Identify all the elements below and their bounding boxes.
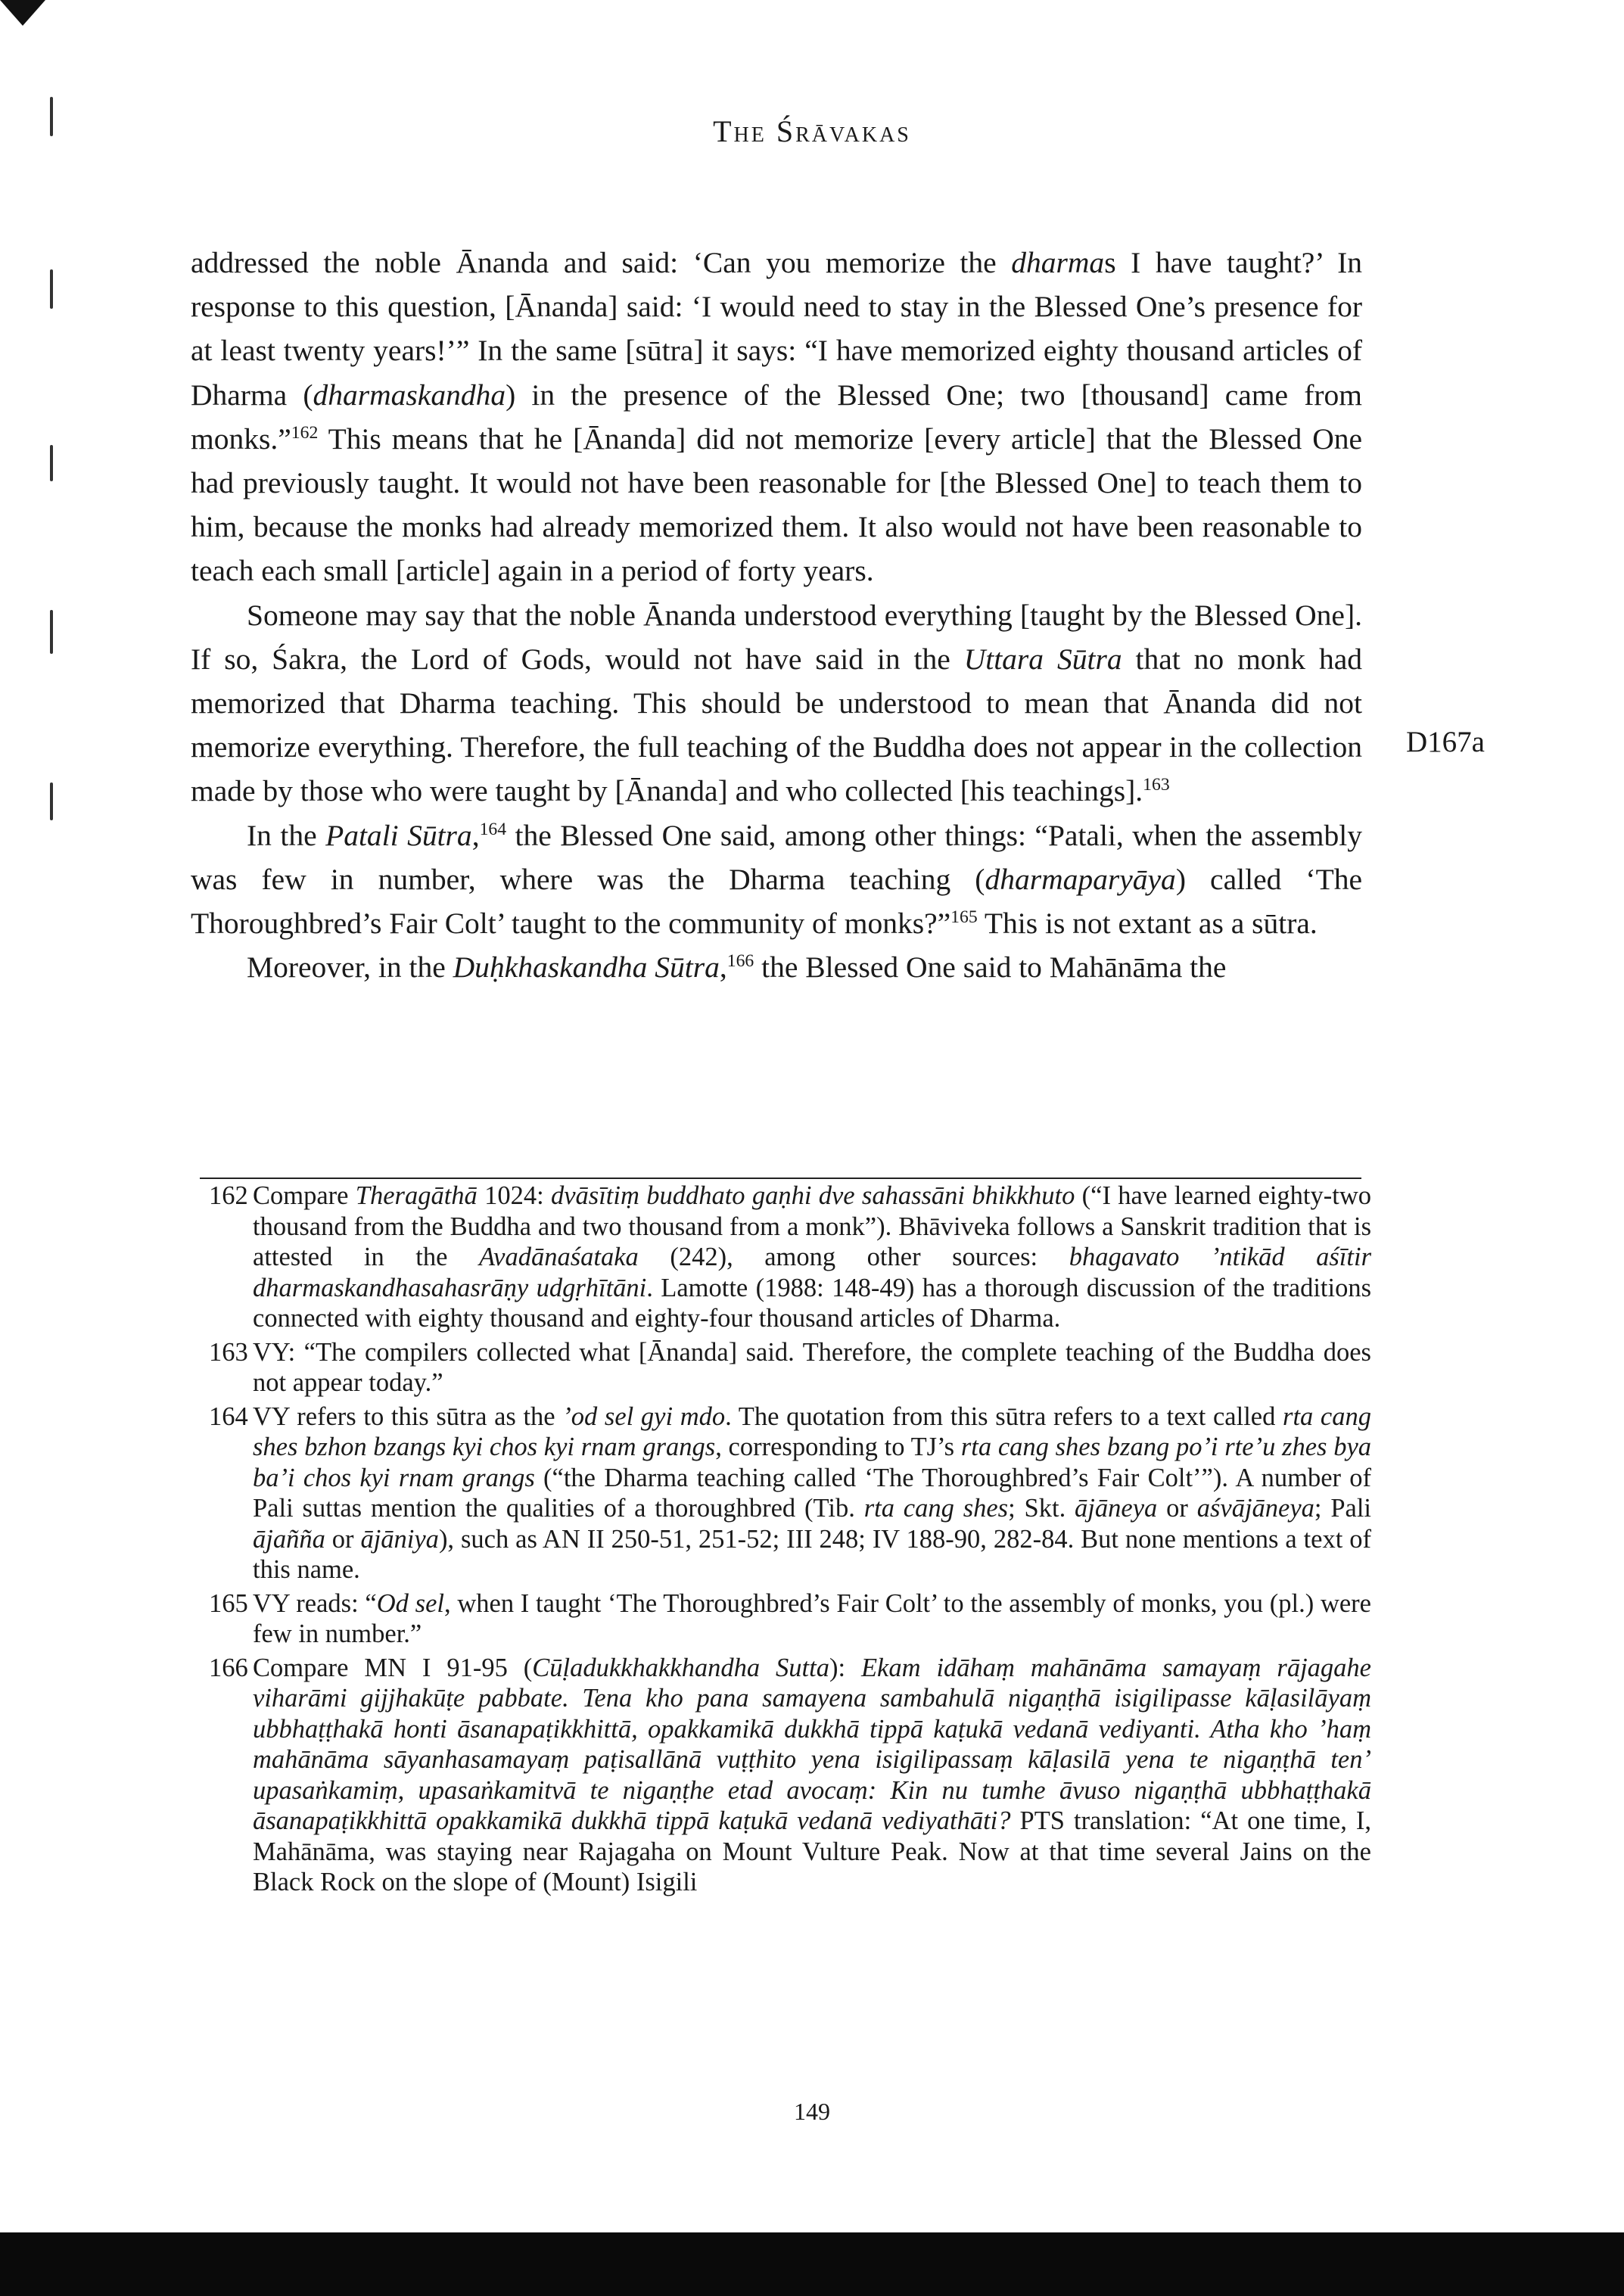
binding-edge-mark — [50, 782, 53, 820]
body-paragraph: addressed the noble Ānanda and said: ‘Can you memorize the dharmas I have taught?’ In response to this question, [Ānanda] said: ‘I would need to stay in the Blessed One’s presence for at least twenty years!’” In the same [sūtra] it says: “I have memorized eighty thousand articles of Dharma (dharmaskandha) in the presence of the Blessed One; two [thousand] came from monks.”$^{162}$ This means that he [Ānanda] did not memorize [every article] that the Blessed One had previously taught. It would not have been reasonable for [the Blessed One] to teach them to him, because the monks had already memorized them. It also would not have been reasonable to teach each small [article] again in a period of forty years. — [191, 246, 1362, 588]
footnote — [209, 1588, 1371, 1650]
body-paragraph: Moreover, in the Duḥkhaskandha Sūtra,$^{166}$ the Blessed One said to Mahānāma the — [247, 950, 1227, 985]
footnote-text: VY refers to this sūtra as the ’od sel gyi mdo. The quotation from this sūtra refers to a text called rta cang shes bzhon bzangs kyi chos kyi rnam grangs, corresponding to TJ’s rta cang shes bzang po’i rte’u zhes bya ba’i chos kyi rnam grangs (“the Dharma teaching called ‘The Thoroughbred’s Fair Colt’”). A number of Pali suttas mention the qualities of a thoroughbred (Tib. rta cang shes; Skt. ājāneya or aśvājāneya; Pali ājañña or ājāniya), such as AN II 250-51, 251-52; III 248; IV 188-90, 282-84. But none mentions a text of this name. — [253, 1402, 1372, 1584]
running-head: The Śrāvakas — [713, 114, 911, 148]
footnote-rule — [200, 1178, 1361, 1179]
scan-bottom-border — [0, 2232, 1624, 2296]
footnote — [209, 1337, 1371, 1398]
margin-folio-reference: D167a — [1406, 726, 1485, 758]
binding-edge-mark — [50, 269, 53, 309]
page-number: 149 — [794, 2098, 830, 2125]
footnote-number: 164 — [209, 1402, 248, 1431]
body-paragraph: In the Patali Sūtra,$^{164}$ the Blessed One said, among other things: “Patali, when the assembly was few in number, where was the Dharma teaching (dharmaparyāya) called ‘The Thoroughbred’s Fair Colt’ taught to the community of monks?”$^{165}$ This is not extant as a sūtra. — [191, 818, 1363, 941]
footnote-number: 163 — [209, 1337, 248, 1367]
footnote-text: Compare Theragāthā 1024: dvāsītiṃ buddhato gaṇhi dve sahassāni bhikkhuto (“I have learned eighty-two thousand from the Buddha and two thousand from a monk”). Bhāviveka follows a Sanskrit tradition that is attested in the Avadānaśataka (242), among other sources: bhagavato ’ntikād aśītir dharmaskandhasahasrāṇy udgṛhītāni. Lamotte (1988: 148-49) has a thorough discussion of the traditions connected with eighty thousand and eighty-four thousand articles of Dharma. — [253, 1181, 1371, 1333]
footnote-text: Compare MN I 91-95 (Cūḷadukkhakkhandha Sutta): Ekam idāhaṃ mahānāma samayaṃ rājagahe viharāmi gijjhakūṭe pabbate. Tena kho pana samayena sambahulā nigaṇṭhā isigilipasse kāḷasilāyaṃ ubbhaṭṭhakā honti āsanapaṭikkhittā, opakkamikā dukkhā tippā kaṭukā vedanā vediyanti. Atha kho ’haṃ mahānāma sāyanhasamayaṃ paṭisallānā vuṭṭhito yena isigilipassaṃ kāḷasilā yena te nigaṇṭhā ten’ upasaṅkamiṃ, upasaṅkamitvā te nigaṇṭhe etad avocaṃ: Kin nu tumhe āvuso nigaṇṭhā ubbhaṭṭhakā āsanapaṭikkhittā opakkamikā dukkhā tippā kaṭukā vedanā vediyathāti? PTS translation: “At one time, I, Mahānāma, was staying near Rajagaha on Mount Vulture Peak. Now at that time several Jains on the Black Rock on the slope of (Mount) Isigili — [253, 1653, 1371, 1896]
binding-edge-mark — [50, 445, 53, 481]
footnote-text: VY reads: “Od sel, when I taught ‘The Thoroughbred’s Fair Colt’ to the assembly of monks, you (pl.) were few in number.” — [253, 1588, 1371, 1648]
footnotes — [209, 1181, 1371, 1901]
footnote-number: 165 — [209, 1588, 248, 1618]
scan-corner-mark — [0, 0, 45, 26]
footnote-text: VY: “The compilers collected what [Ānanda] said. Therefore, the complete teaching of the Buddha does not appear today.” — [253, 1337, 1371, 1397]
body-paragraph: Someone may say that the noble Ānanda understood everything [taught by the Blessed One]. If so, Śakra, the Lord of Gods, would not have said in the Uttara Sūtra that no monk had memorized that Dharma teaching. This should be understood to mean that Ānanda did not memorize everything. Therefore, the full teaching of the Buddha does not appear in the collection made by those who were taught by [Ānanda] and who collected [his teachings].$^{163}$ — [191, 598, 1362, 808]
footnote — [209, 1181, 1371, 1334]
footnote-number: 166 — [209, 1653, 248, 1682]
body-text — [191, 241, 1362, 989]
binding-edge-mark — [50, 610, 53, 654]
footnote-number: 162 — [209, 1181, 248, 1210]
footnote — [209, 1402, 1371, 1585]
footnote — [209, 1653, 1371, 1898]
